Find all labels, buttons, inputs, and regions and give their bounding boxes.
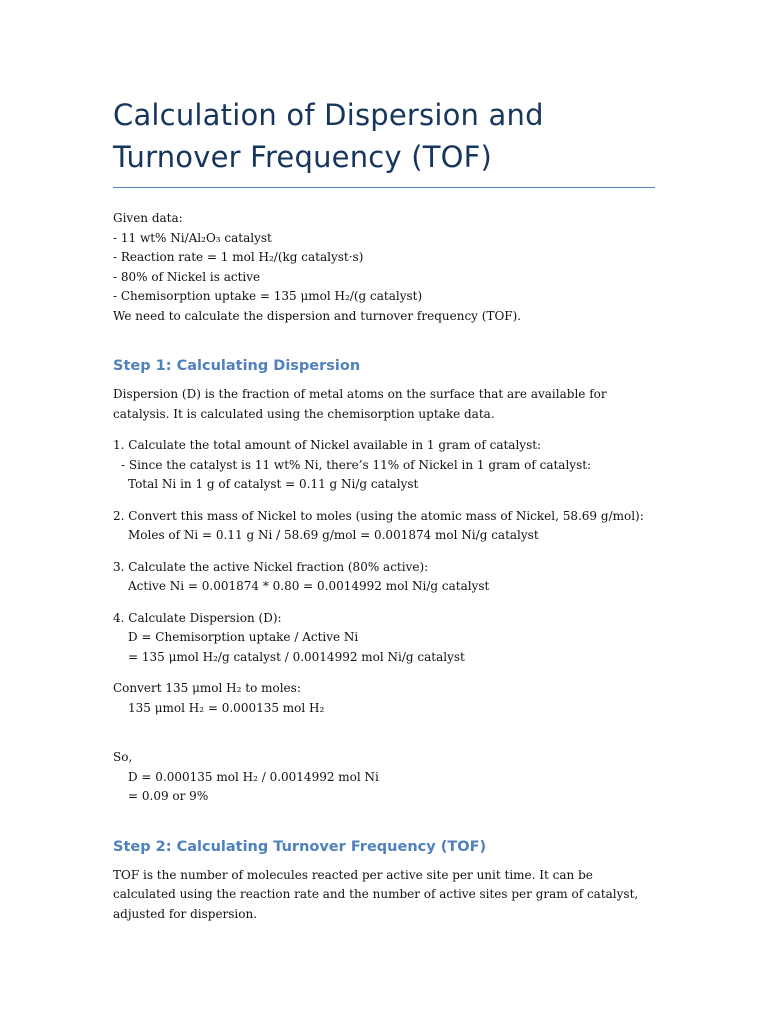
given-data-section	[113, 209, 768, 326]
step1-item2-result: Moles of Ni = 0.11 g Ni / 58.69 g/mol = 0.001874 mol Ni/g catalyst	[128, 528, 539, 542]
step1-item4-eq2: = 135 μmol H₂/g catalyst / 0.0014992 mol Ni/g catalyst	[128, 649, 465, 664]
step1-convert: Convert 135 μmol H₂ to moles:	[113, 681, 301, 695]
step1-heading: Step 1: Calculating Dispersion	[113, 358, 361, 374]
given-line: - Reaction rate = 1 mol H₂/(kg catalyst·s)	[113, 250, 364, 264]
page-title: Calculation of Dispersion and Turnover Frequency (TOF)	[113, 98, 544, 174]
step1-so-eq2: = 0.09 or 9%	[128, 789, 209, 803]
given-conclusion: We need to calculate the dispersion and turnover frequency (TOF).	[113, 308, 522, 323]
step1-item4-eq1: D = Chemisorption uptake / Active Ni	[128, 630, 359, 644]
given-line: - Chemisorption uptake = 135 μmol H₂/(g catalyst)	[113, 289, 423, 303]
step1-so-eq1: D = 0.000135 mol H₂ / 0.0014992 mol Ni	[128, 769, 379, 784]
given-line: - 11 wt% Ni/Al₂O₃ catalyst	[113, 230, 272, 245]
step1-item3: 3. Calculate the active Nickel fraction (80% active):	[113, 559, 429, 574]
step1-item3-result: Active Ni = 0.001874 * 0.80 = 0.0014992 mol Ni/g catalyst	[128, 579, 490, 593]
step1-so: So,	[113, 750, 133, 764]
step2-heading: Step 2: Calculating Turnover Frequency (TOF)	[113, 838, 487, 855]
given-line: - 80% of Nickel is active	[113, 269, 261, 284]
step1-item2: 2. Convert this mass of Nickel to moles (using the atomic mass of Nickel, 58.69 g/mol):	[113, 508, 644, 523]
step1-item1-result: Total Ni in 1 g of catalyst = 0.11 g Ni/g catalyst	[128, 477, 419, 491]
step1-item1-sub: - Since the catalyst is 11 wt% Ni, there’s 11% of Nickel in 1 gram of catalyst:	[121, 457, 592, 472]
step1-item1: 1. Calculate the total amount of Nickel available in 1 gram of catalyst:	[113, 438, 542, 452]
step2-section	[113, 837, 768, 925]
title-underline	[113, 187, 655, 188]
given-heading: Given data:	[113, 211, 183, 225]
step1-convert-result: 135 μmol H₂ = 0.000135 mol H₂	[128, 700, 325, 715]
step1-intro: Dispersion (D) is the fraction of metal atoms on the surface that are available for catalysis. It is calculated using the chemisorption uptake data.	[113, 387, 607, 421]
step1-item4: 4. Calculate Dispersion (D):	[113, 610, 282, 625]
step1-section	[113, 356, 768, 807]
step2-intro: TOF is the number of molecules reacted per active site per unit time. It can be calculated using the reaction rate and the number of active sites per gram of catalyst, adjusted for dispersion.	[113, 867, 639, 921]
